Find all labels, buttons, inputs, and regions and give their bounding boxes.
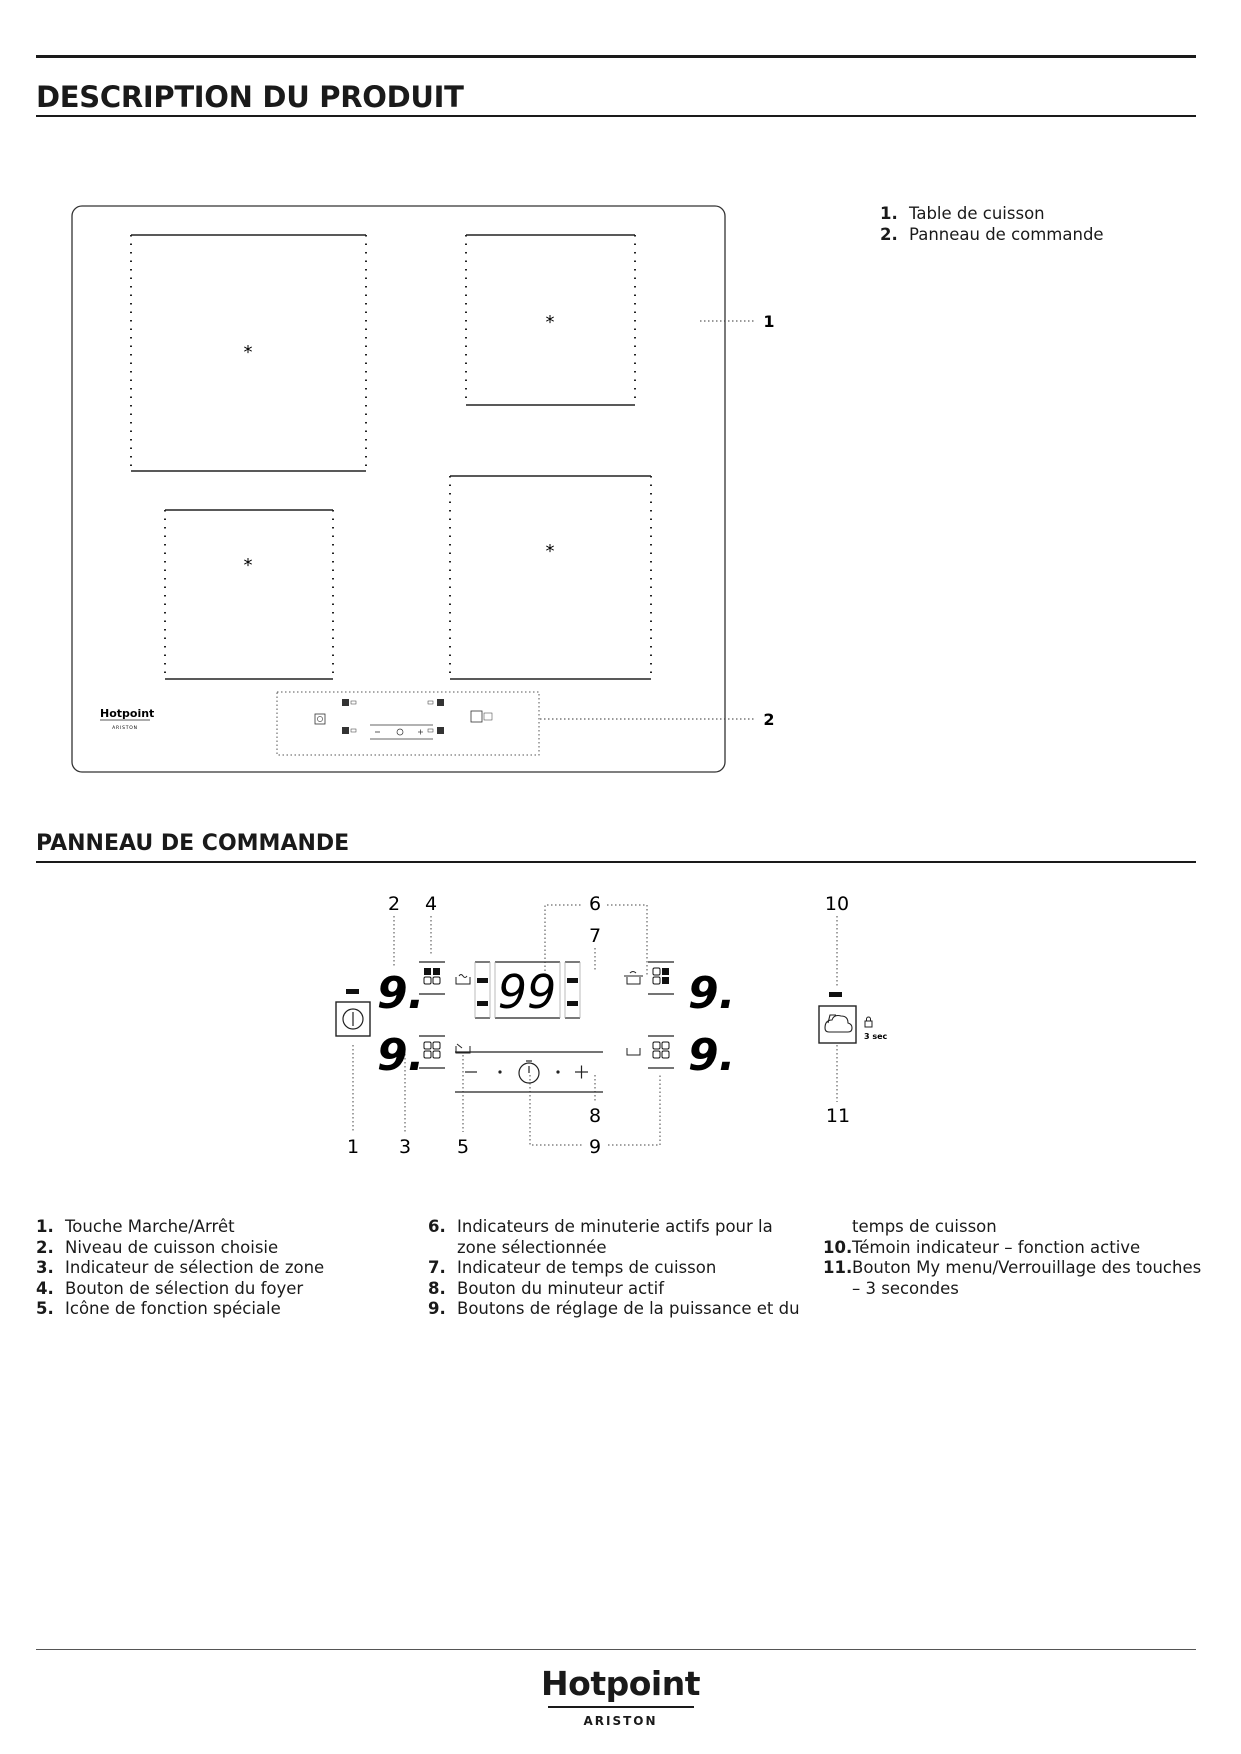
callout-8: 8 bbox=[588, 1105, 602, 1127]
power-button bbox=[336, 1002, 370, 1036]
right-level-bottom: 9. bbox=[688, 1030, 736, 1081]
callout-6: 6 bbox=[588, 893, 602, 915]
lock-duration-label: 3 sec bbox=[864, 1032, 888, 1041]
panel-legend-col3 bbox=[823, 1238, 1203, 1300]
left-level-bottom: 9. bbox=[377, 1030, 425, 1081]
callout-10: 10 bbox=[824, 893, 850, 915]
zone-marker: * bbox=[243, 342, 253, 363]
legend-item: 8. Bouton du minuteur actif bbox=[428, 1278, 665, 1298]
panel-legend-col2 bbox=[428, 1217, 800, 1320]
special-function-icon bbox=[456, 975, 470, 1054]
panel-title-underline bbox=[36, 861, 1196, 863]
hob-brand-sub-text: ARISTON bbox=[112, 726, 138, 731]
callout-2: 2 bbox=[763, 710, 775, 729]
control-panel-diagram bbox=[320, 880, 920, 1170]
pot-icon bbox=[624, 972, 643, 1056]
callout-4: 4 bbox=[424, 893, 438, 915]
zone-selector-right-top bbox=[648, 962, 674, 994]
footer-brand: Hotpoint bbox=[541, 1664, 700, 1703]
footer-brand-sub: ARISTON bbox=[583, 1713, 658, 1728]
hob-brand-logo bbox=[100, 707, 154, 731]
zone-marker: * bbox=[545, 312, 555, 333]
panel-legend-col1 bbox=[36, 1217, 396, 1320]
legend-item: 4. Bouton de sélection du foyer bbox=[36, 1278, 304, 1298]
legend-item: 9. Boutons de réglage de la puissance et du bbox=[428, 1299, 800, 1318]
legend-item: 10. Témoin indicateur – fonction active bbox=[823, 1237, 1141, 1257]
zone-marker: * bbox=[545, 541, 555, 562]
legend-item: 2. Niveau de cuisson choisie bbox=[36, 1237, 279, 1257]
callout-2: 2 bbox=[387, 893, 401, 915]
timer-digits: 99 bbox=[497, 965, 557, 1019]
legend-continuation: temps de cuisson bbox=[852, 1217, 997, 1236]
callout-9: 9 bbox=[588, 1136, 602, 1158]
legend-item: 2. Panneau de commande bbox=[880, 224, 1104, 244]
right-level-top: 9. bbox=[688, 968, 736, 1019]
section-title-description: DESCRIPTION DU PRODUIT bbox=[36, 80, 464, 114]
legend-item: 5. Icône de fonction spéciale bbox=[36, 1299, 281, 1318]
timer-display bbox=[475, 962, 580, 1019]
callout-1: 1 bbox=[346, 1136, 360, 1158]
top-rule bbox=[36, 55, 1196, 58]
legend-item: 6. Indicateurs de minuterie actifs pour la zone sélectionnée bbox=[428, 1217, 773, 1257]
callout-1: 1 bbox=[763, 312, 775, 331]
hob-diagram bbox=[0, 190, 800, 790]
my-menu-lock-button bbox=[819, 1006, 856, 1043]
footer-rule bbox=[36, 1649, 1196, 1650]
legend-item: 1. Touche Marche/Arrêt bbox=[36, 1217, 235, 1236]
footer-brand-logo bbox=[0, 1664, 1241, 1728]
callout-7: 7 bbox=[588, 925, 602, 947]
left-level-top: 9. bbox=[377, 968, 425, 1019]
lock-icon bbox=[865, 1017, 872, 1027]
hob-brand-text: Hotpoint bbox=[100, 707, 155, 720]
callout-11: 11 bbox=[825, 1105, 851, 1127]
cooking-zone-bottom-right bbox=[450, 476, 651, 679]
zone-selector-right-bottom bbox=[648, 1036, 674, 1068]
power-time-slider bbox=[455, 1052, 603, 1092]
legend-item: 7. Indicateur de temps de cuisson bbox=[428, 1258, 717, 1277]
product-legend bbox=[880, 204, 1104, 245]
zone-marker: * bbox=[243, 555, 253, 576]
legend-item: 1. Table de cuisson bbox=[880, 204, 1045, 223]
mini-control-panel bbox=[277, 692, 539, 755]
cooking-zone-bottom-left bbox=[165, 510, 333, 679]
title-underline bbox=[36, 115, 1196, 117]
hob-outline bbox=[72, 206, 725, 772]
legend-item: 11. Bouton My menu/Verrouillage des touches – 3 secondes bbox=[823, 1258, 1202, 1298]
callout-3: 3 bbox=[398, 1136, 412, 1158]
legend-item: 3. Indicateur de sélection de zone bbox=[36, 1258, 325, 1277]
callout-5: 5 bbox=[456, 1136, 470, 1158]
section-title-panel: PANNEAU DE COMMANDE bbox=[36, 831, 350, 856]
timer-icon bbox=[519, 1061, 539, 1083]
